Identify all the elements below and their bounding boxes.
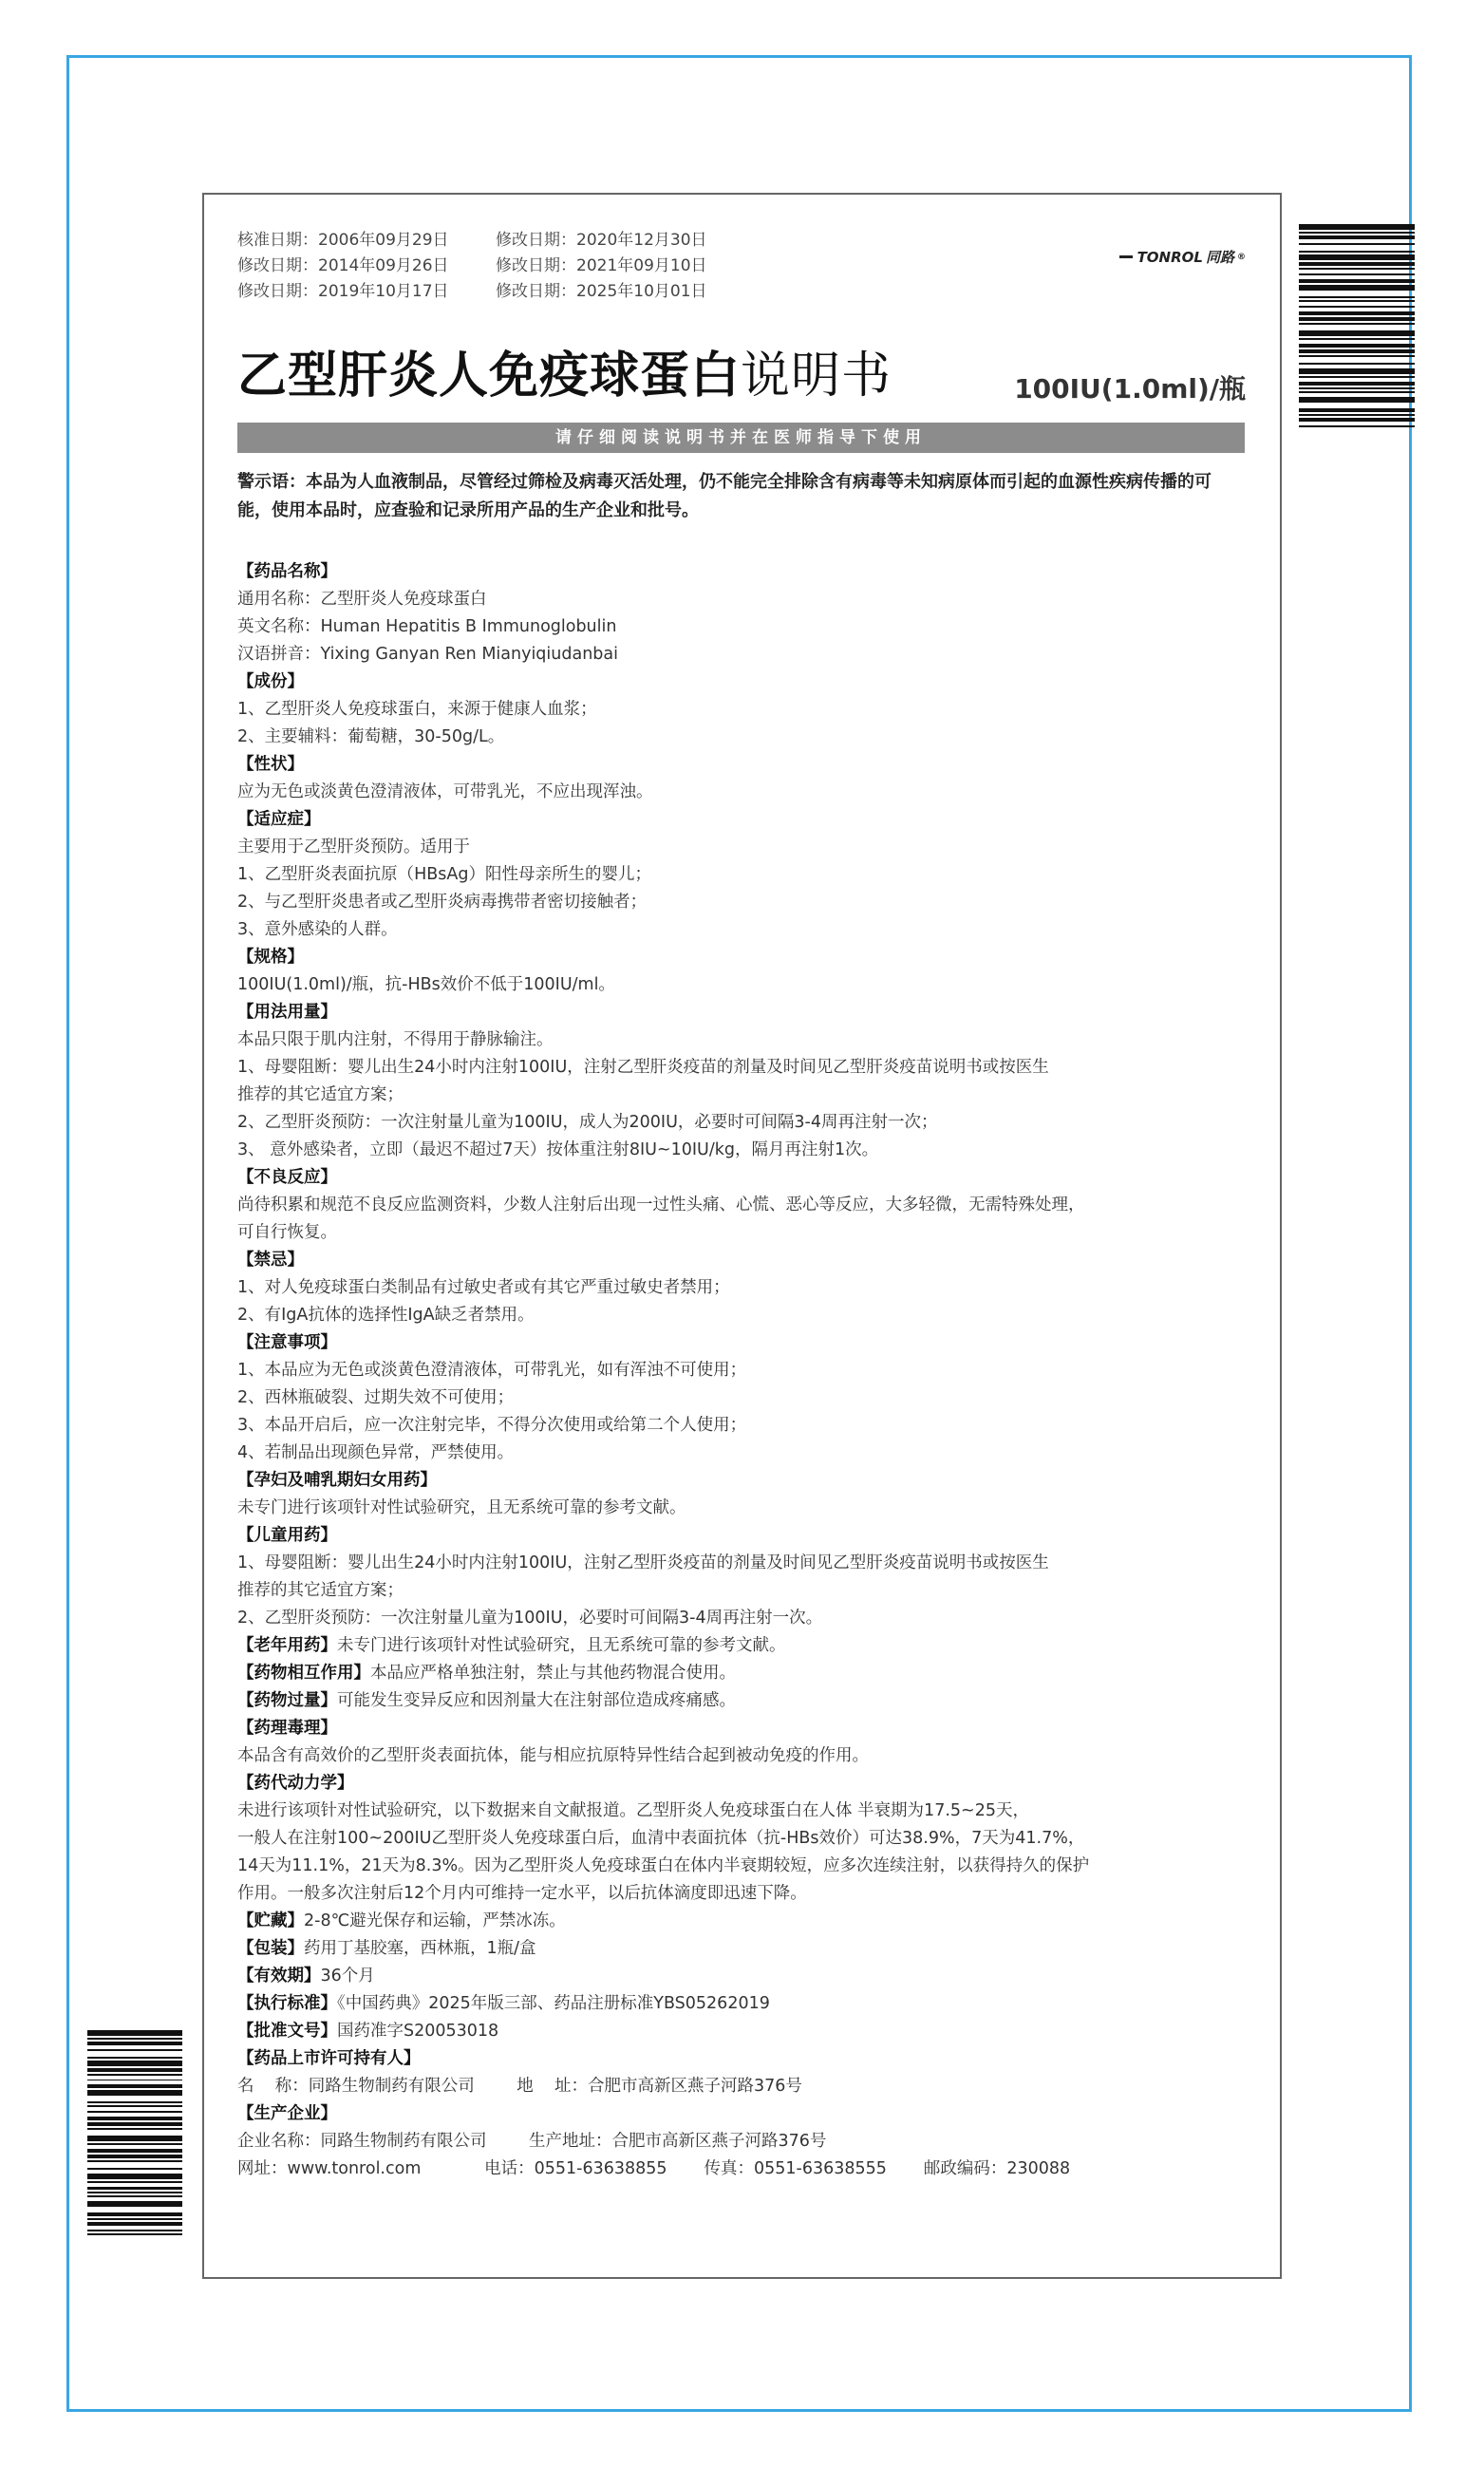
body-line — [237, 1605, 1249, 1632]
section-text: 1、对人免疫球蛋白类制品有过敏史者或有其它严重过敏史者禁用； — [237, 1278, 730, 1297]
barcode-bar — [1299, 285, 1415, 291]
body-line — [237, 944, 1249, 971]
section-text: 3、意外感染的人群。 — [237, 920, 398, 939]
barcode-bar — [1299, 296, 1415, 298]
barcode-bar — [1299, 355, 1415, 357]
barcode-bar — [1299, 382, 1415, 386]
date-cell: 修改日期：2025年10月01日 — [496, 282, 707, 301]
section-text: 1、乙型肝炎人免疫球蛋白，来源于健康人血浆； — [237, 700, 597, 719]
barcode-bar — [1299, 344, 1415, 348]
body-line — [237, 1495, 1249, 1522]
section-heading: 【孕妇及哺乳期妇女用药】 — [237, 1471, 437, 1490]
barcode-bar — [1299, 391, 1415, 393]
barcode-bar — [87, 2218, 182, 2220]
section-text: 作用。一般多次注射后12个月内可维持一定水平，以后抗体滴度即迅速下降。 — [237, 1884, 807, 1903]
barcode-bar — [1299, 425, 1415, 427]
section-text: 3、 意外感染者，立即（最迟不超过7天）按体重注射8IU~10IU/kg，隔月再注射1次。 — [237, 1140, 879, 1159]
barcode-bar — [87, 2160, 182, 2162]
body-line — [237, 2128, 1249, 2155]
body-line — [237, 1164, 1249, 1192]
barcode-bar — [1299, 363, 1415, 365]
barcode-bar — [87, 2090, 182, 2096]
section-text: 2、有IgA抗体的选择性IgA缺乏者禁用。 — [237, 1306, 535, 1325]
body-line — [237, 696, 1249, 724]
section-text: 应为无色或淡黄色澄清液体，可带乳光，不应出现浑浊。 — [237, 782, 653, 801]
barcode-bar — [87, 2174, 182, 2179]
body-line — [237, 1742, 1249, 1770]
product-spec: 100IU(1.0ml)/瓶 — [1014, 373, 1246, 405]
barcode-bar — [1299, 306, 1415, 308]
body-line — [237, 1082, 1249, 1109]
body-line — [237, 668, 1249, 696]
section-text: 通用名称：乙型肝炎人免疫球蛋白 — [237, 590, 487, 609]
barcode-bar — [87, 2084, 182, 2088]
barcode-bar — [87, 2143, 182, 2145]
section-heading: 【药理毒理】 — [237, 1719, 337, 1738]
barcode-bar — [1299, 349, 1415, 353]
body-line — [237, 861, 1249, 889]
body-line — [237, 1853, 1249, 1880]
section-text: 英文名称：Human Hepatitis B Immunoglobulin — [237, 617, 617, 636]
barcode-bar — [87, 2038, 182, 2040]
body-line — [237, 1274, 1249, 1302]
section-text: 未专门进行该项针对性试验研究，且无系统可靠的参考文献。 — [337, 1636, 786, 1655]
section-heading: 【执行标准】 — [237, 1994, 337, 2013]
section-text: 药用丁基胶塞，西林瓶，1瓶/盒 — [304, 1939, 536, 1958]
body-line — [237, 1825, 1249, 1853]
section-text: 《中国药典》2025年版三部、药品注册标准YBS05262019 — [337, 1994, 770, 2013]
barcode-bar — [87, 2030, 182, 2036]
section-text: 推荐的其它适宜方案； — [237, 1581, 404, 1600]
date-row — [237, 254, 707, 279]
section-heading: 【适应症】 — [237, 810, 321, 829]
body-line — [237, 1384, 1249, 1412]
section-text: 36个月 — [320, 1967, 375, 1986]
body-line — [237, 1302, 1249, 1329]
body-line — [237, 1990, 1249, 2018]
date-cell: 核准日期：2006年09月29日 — [237, 231, 449, 250]
body-line — [237, 889, 1249, 916]
barcode-bar — [87, 2155, 182, 2158]
barcode-bar — [87, 2222, 182, 2226]
body-line — [237, 1963, 1249, 1990]
body-line — [237, 1026, 1249, 1054]
barcode-bar — [87, 2168, 182, 2170]
date-cell: 修改日期：2021年09月10日 — [496, 256, 707, 275]
section-text: 一般人在注射100~200IU乙型肝炎人免疫球蛋白后，血清中表面抗体（抗-HBs效价）可达38.9%，7天为41.7%， — [237, 1829, 1085, 1848]
body-line — [237, 2073, 1249, 2100]
body-line — [237, 1412, 1249, 1440]
section-text: 2、乙型肝炎预防：一次注射量儿童为100IU，成人为200IU，必要时可间隔3-4周再注射一次； — [237, 1113, 938, 1132]
section-text: 本品应严格单独注射，禁止与其他药物混合使用。 — [370, 1664, 736, 1683]
body-line — [237, 1357, 1249, 1384]
section-heading: 【不良反应】 — [237, 1168, 337, 1187]
barcode-bar — [1299, 323, 1415, 325]
section-text: 本品只限于肌内注射，不得用于静脉输注。 — [237, 1030, 554, 1049]
section-heading: 【成份】 — [237, 672, 304, 691]
section-text: 2、乙型肝炎预防：一次注射量儿童为100IU，必要时可间隔3-4周再注射一次。 — [237, 1609, 823, 1628]
section-heading: 【药物过量】 — [237, 1691, 337, 1710]
body-line — [237, 1109, 1249, 1137]
body-line — [237, 971, 1249, 999]
section-text: 2、西林瓶破裂、过期失效不可使用； — [237, 1388, 515, 1407]
section-text: 未专门进行该项针对性试验研究，且无系统可靠的参考文献。 — [237, 1498, 686, 1517]
barcode-bar — [1299, 251, 1415, 253]
barcode-bar — [87, 2195, 182, 2197]
section-text: 100IU(1.0ml)/瓶，抗-HBs效价不低于100IU/ml。 — [237, 975, 615, 994]
section-text: 本品含有高效价的乙型肝炎表面抗体，能与相应抗原特异性结合起到被动免疫的作用。 — [237, 1746, 869, 1765]
barcode-bar — [1299, 224, 1415, 230]
barcode-bar — [87, 2201, 182, 2207]
barcode-bar — [87, 2101, 182, 2103]
section-text: 4、若制品出现颜色异常，严禁使用。 — [237, 1443, 515, 1462]
logo-brand: TONROL — [1136, 248, 1203, 266]
section-text: 3、本品开启后，应一次注射完毕，不得分次使用或给第二个人使用； — [237, 1416, 747, 1435]
barcode-bottom-left — [87, 2030, 182, 2241]
section-text: 未进行该项针对性试验研究，以下数据来自文献报道。乙型肝炎人免疫球蛋白在人体 半衰期为17.5~25天， — [237, 1801, 1029, 1820]
barcode-bar — [1299, 279, 1415, 283]
barcode-bar — [1299, 300, 1415, 302]
section-heading: 【注意事项】 — [237, 1333, 337, 1352]
barcode-bar — [87, 2136, 182, 2141]
body-line — [237, 1522, 1249, 1550]
leaflet-body — [237, 558, 1249, 2183]
instruction-banner: 请仔细阅读说明书并在医师指导下使用 — [237, 423, 1245, 453]
section-heading: 【儿童用药】 — [237, 1526, 337, 1545]
barcode-bar — [87, 2149, 182, 2153]
title-product: 乙型肝炎人免疫球蛋白 — [237, 348, 742, 405]
barcode-bar — [87, 2233, 182, 2235]
barcode-bar — [1299, 397, 1415, 403]
section-heading: 【药品上市许可持有人】 — [237, 2049, 421, 2068]
revision-dates — [237, 228, 707, 305]
barcode-bar — [87, 2230, 182, 2231]
title-suffix: 说明书 — [741, 348, 892, 405]
barcode-bar — [1299, 387, 1415, 389]
section-heading: 【包装】 — [237, 1939, 304, 1958]
section-text: 1、乙型肝炎表面抗原（HBsAg）阳性母亲所生的婴儿； — [237, 865, 651, 884]
body-line — [237, 834, 1249, 861]
section-heading: 【贮藏】 — [237, 1911, 304, 1930]
section-heading: 【药品名称】 — [237, 562, 337, 581]
body-line — [237, 1798, 1249, 1825]
barcode-bar — [87, 2080, 182, 2081]
section-text: 尚待积累和规范不良反应监测资料，少数人注射后出现一过性头痛、心慌、恶心等反应，大多轻微，无需特殊处理， — [237, 1195, 1085, 1214]
body-line — [237, 2155, 1249, 2183]
body-line — [237, 2018, 1249, 2045]
barcode-bar — [87, 2187, 182, 2191]
date-row — [237, 279, 707, 305]
logo-stripe-icon — [1119, 255, 1133, 258]
barcode-bar — [1299, 268, 1415, 270]
body-line — [237, 558, 1249, 586]
section-text: 企业名称：同路生物制药有限公司 生产地址：合肥市高新区燕子河路376号 — [237, 2132, 827, 2151]
barcode-bar — [87, 2111, 182, 2113]
section-text: 名 称：同路生物制药有限公司 地 址：合肥市高新区燕子河路376号 — [237, 2077, 802, 2096]
body-line — [237, 1054, 1249, 1082]
section-text: 2-8℃避光保存和运输，严禁冰冻。 — [304, 1911, 566, 1930]
body-line — [237, 1247, 1249, 1274]
body-line — [237, 2045, 1249, 2073]
body-line — [237, 2100, 1249, 2128]
barcode-bar — [87, 2057, 182, 2059]
body-line — [237, 1632, 1249, 1660]
barcode-bar — [1299, 232, 1415, 234]
section-heading: 【药代动力学】 — [237, 1774, 354, 1793]
page-title — [237, 335, 892, 406]
barcode-bar — [87, 2122, 182, 2126]
section-text: 14天为11.1%，21天为8.3%。因为乙型肝炎人免疫球蛋白在体内半衰期较短，应多次连续注射，以获得持久的保护 — [237, 1856, 1090, 1875]
body-line — [237, 751, 1249, 779]
section-heading: 【性状】 — [237, 755, 304, 774]
body-line — [237, 806, 1249, 834]
body-line — [237, 1880, 1249, 1908]
barcode-bar — [87, 2105, 182, 2107]
section-text: 2、与乙型肝炎患者或乙型肝炎病毒携带者密切接触者； — [237, 893, 648, 912]
barcode-bar — [87, 2068, 182, 2072]
body-line — [237, 1329, 1249, 1357]
body-line — [237, 1935, 1249, 1963]
body-line — [237, 1467, 1249, 1495]
body-line — [237, 1660, 1249, 1687]
section-heading: 【药物相互作用】 — [237, 1664, 370, 1683]
body-line — [237, 1550, 1249, 1577]
section-text: 推荐的其它适宜方案； — [237, 1085, 404, 1104]
section-heading: 【生产企业】 — [237, 2104, 337, 2123]
barcode-top-right — [1299, 224, 1415, 431]
barcode-bar — [1299, 243, 1415, 245]
body-line — [237, 1908, 1249, 1935]
body-line — [237, 779, 1249, 806]
body-line — [237, 1577, 1249, 1605]
section-text: 网址：www.tonrol.com 电话：0551-63638855 传真：0551-63638555 邮政编码：230088 — [237, 2159, 1071, 2178]
section-heading: 【规格】 — [237, 948, 304, 967]
barcode-bar — [1299, 254, 1415, 260]
date-row — [237, 228, 707, 254]
section-heading: 【禁忌】 — [237, 1251, 304, 1270]
date-cell: 修改日期：2019年10月17日 — [237, 282, 449, 301]
barcode-bar — [87, 2181, 182, 2183]
logo-registered-mark: ® — [1237, 252, 1246, 262]
body-line — [237, 1137, 1249, 1164]
body-line — [237, 916, 1249, 944]
body-line — [237, 1687, 1249, 1715]
barcode-bar — [87, 2117, 182, 2120]
body-line — [237, 1192, 1249, 1219]
body-line — [237, 641, 1249, 668]
section-heading: 【批准文号】 — [237, 2022, 337, 2041]
leaflet-sheet — [202, 193, 1282, 2279]
body-line — [237, 724, 1249, 751]
barcode-bar — [87, 2074, 182, 2076]
section-text: 可能发生变异反应和因剂量大在注射部位造成疼痛感。 — [337, 1691, 736, 1710]
barcode-bar — [1299, 408, 1415, 412]
section-heading: 【老年用药】 — [237, 1636, 337, 1655]
section-text: 1、母婴阻断：婴儿出生24小时内注射100IU，注射乙型肝炎疫苗的剂量及时间见乙型肝炎疫苗说明书或按医生 — [237, 1553, 1049, 1572]
section-text: 1、母婴阻断：婴儿出生24小时内注射100IU，注射乙型肝炎疫苗的剂量及时间见乙型肝炎疫苗说明书或按医生 — [237, 1058, 1049, 1077]
barcode-bar — [87, 2042, 182, 2045]
barcode-bar — [87, 2212, 182, 2216]
barcode-bar — [1299, 368, 1415, 374]
barcode-bar — [87, 2128, 182, 2130]
body-line — [237, 613, 1249, 641]
body-line — [237, 999, 1249, 1026]
body-line — [237, 1219, 1249, 1247]
section-text: 1、本品应为无色或淡黄色澄清液体，可带乳光，如有浑浊不可使用； — [237, 1361, 747, 1380]
section-heading: 【用法用量】 — [237, 1003, 337, 1022]
barcode-bar — [87, 2192, 182, 2193]
date-cell: 修改日期：2020年12月30日 — [496, 231, 707, 250]
section-text: 汉语拼音：Yixing Ganyan Ren Mianyiqiudanbai — [237, 645, 618, 664]
section-text: 可自行恢复。 — [237, 1223, 337, 1242]
warning-text: 警示语：本品为人血液制品，尽管经过筛检及病毒灭活处理，仍不能完全排除含有病毒等未知病原体而引起的血源性疾病传播的可能，使用本品时，应查验和记录所用产品的生产企业和批号。 — [237, 472, 1212, 520]
logo-cn: 同路 — [1205, 249, 1234, 266]
barcode-bar — [87, 2061, 182, 2066]
body-line — [237, 1440, 1249, 1467]
barcode-bar — [1299, 317, 1415, 321]
barcode-bar — [1299, 418, 1415, 422]
body-line — [237, 1715, 1249, 1742]
body-line — [237, 586, 1249, 613]
barcode-bar — [1299, 376, 1415, 378]
section-text: 主要用于乙型肝炎预防。适用于 — [237, 838, 470, 857]
date-cell: 修改日期：2014年09月26日 — [237, 256, 449, 275]
barcode-bar — [1299, 311, 1415, 315]
barcode-bar — [1299, 338, 1415, 340]
barcode-bar — [1299, 235, 1415, 239]
barcode-bar — [87, 2049, 182, 2051]
barcode-bar — [1299, 273, 1415, 275]
section-heading: 【有效期】 — [237, 1967, 321, 1986]
barcode-bar — [1299, 414, 1415, 416]
company-logo — [1119, 247, 1246, 267]
barcode-bar — [1299, 262, 1415, 266]
section-text: 国药准字S20053018 — [337, 2022, 499, 2041]
section-text: 2、主要辅料：葡萄糖，30-50g/L。 — [237, 727, 505, 746]
barcode-bar — [1299, 330, 1415, 336]
body-line — [237, 1770, 1249, 1798]
